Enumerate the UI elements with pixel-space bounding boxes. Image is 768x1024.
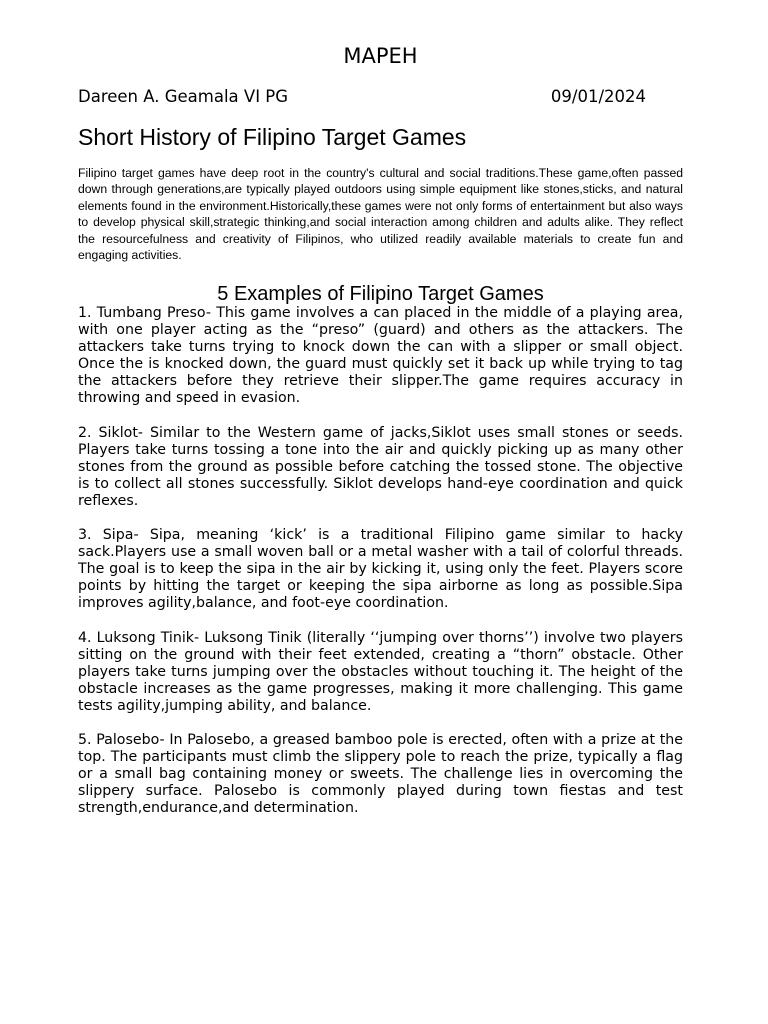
author-date-row: [78, 86, 646, 108]
document-date: 09/01/2024: [550, 87, 646, 106]
example-siklot: 2. Siklot- Similar to the Western game of jacks,Siklot uses small stones or seeds. Players take turns tossing a tone into the air and quickly picking up as many other stones from the ground as possible before catching the tossed stone. The objective is to collect all stones successfully. Siklot develops hand-eye coordination and quick reflexes.: [78, 424, 683, 509]
example-tumbang-preso: 1. Tumbang Preso- This game involves a can placed in the middle of a playing area, with one player acting as the “preso” (guard) and others as the attackers. The attackers take turns trying to knock down the can with a slipper or small object. Once the is knocked down, the guard must quickly set it back up while trying to tag the attackers before they retrieve their slipper.The game requires accuracy in throwing and speed in evasion.: [78, 305, 683, 407]
author-name: Dareen A. Geamala VI PG: [78, 87, 289, 106]
example-luksong-tinik: 4. Luksong Tinik- Luksong Tinik (literally ‘‘jumping over thorns’’) involve two players sitting on the ground with their feet extended, creating a “thorn” obstacle. Other players take turns jumping over the obstacles without touching it. The height of the obstacle increases as the game progresses, making it more challenging. This game tests agility,jumping ability, and balance.: [78, 629, 683, 714]
example-palosebo: 5. Palosebo- In Palosebo, a greased bamboo pole is erected, often with a prize at the top. The participants must climb the slippery pole to reach the prize, typically a flag or a small bag containing money or sweets. The challenge lies in overcoming the slippery surface. Palosebo is commonly played during town fiestas and test strength,endurance,and determination.: [78, 731, 683, 817]
examples-heading: 5 Examples of Filipino Target Games: [217, 283, 544, 305]
subject-title: MAPEH: [343, 44, 418, 68]
example-sipa: 3. Sipa- Sipa, meaning ‘kick’ is a traditional Filipino game similar to hacky sack.Players use a small woven ball or a metal washer with a tail of colorful threads. The goal is to keep the sipa in the air by kicking it, using only the feet. Players score points by hitting the target or keeping the sipa airborne as long as possible.Sipa improves agility,balance, and foot-eye coordination.: [78, 527, 683, 612]
document-heading: Short History of Filipino Target Games: [78, 124, 467, 150]
examples-list: [78, 305, 683, 834]
intro-paragraph: Filipino target games have deep root in the country's cultural and social traditions.These game,often passed down through generations,are typically played outdoors using simple equipment like stones,sticks, and natural elements found in the environment.Historically,these games were not only forms of entertainment but also ways to develop physical skill,strategic thinking,and social interaction among children and adults alike. They reflect the resourcefulness and creativity of Filipinos, who utilized readily available materials to create fun and engaging activities.: [78, 166, 683, 263]
